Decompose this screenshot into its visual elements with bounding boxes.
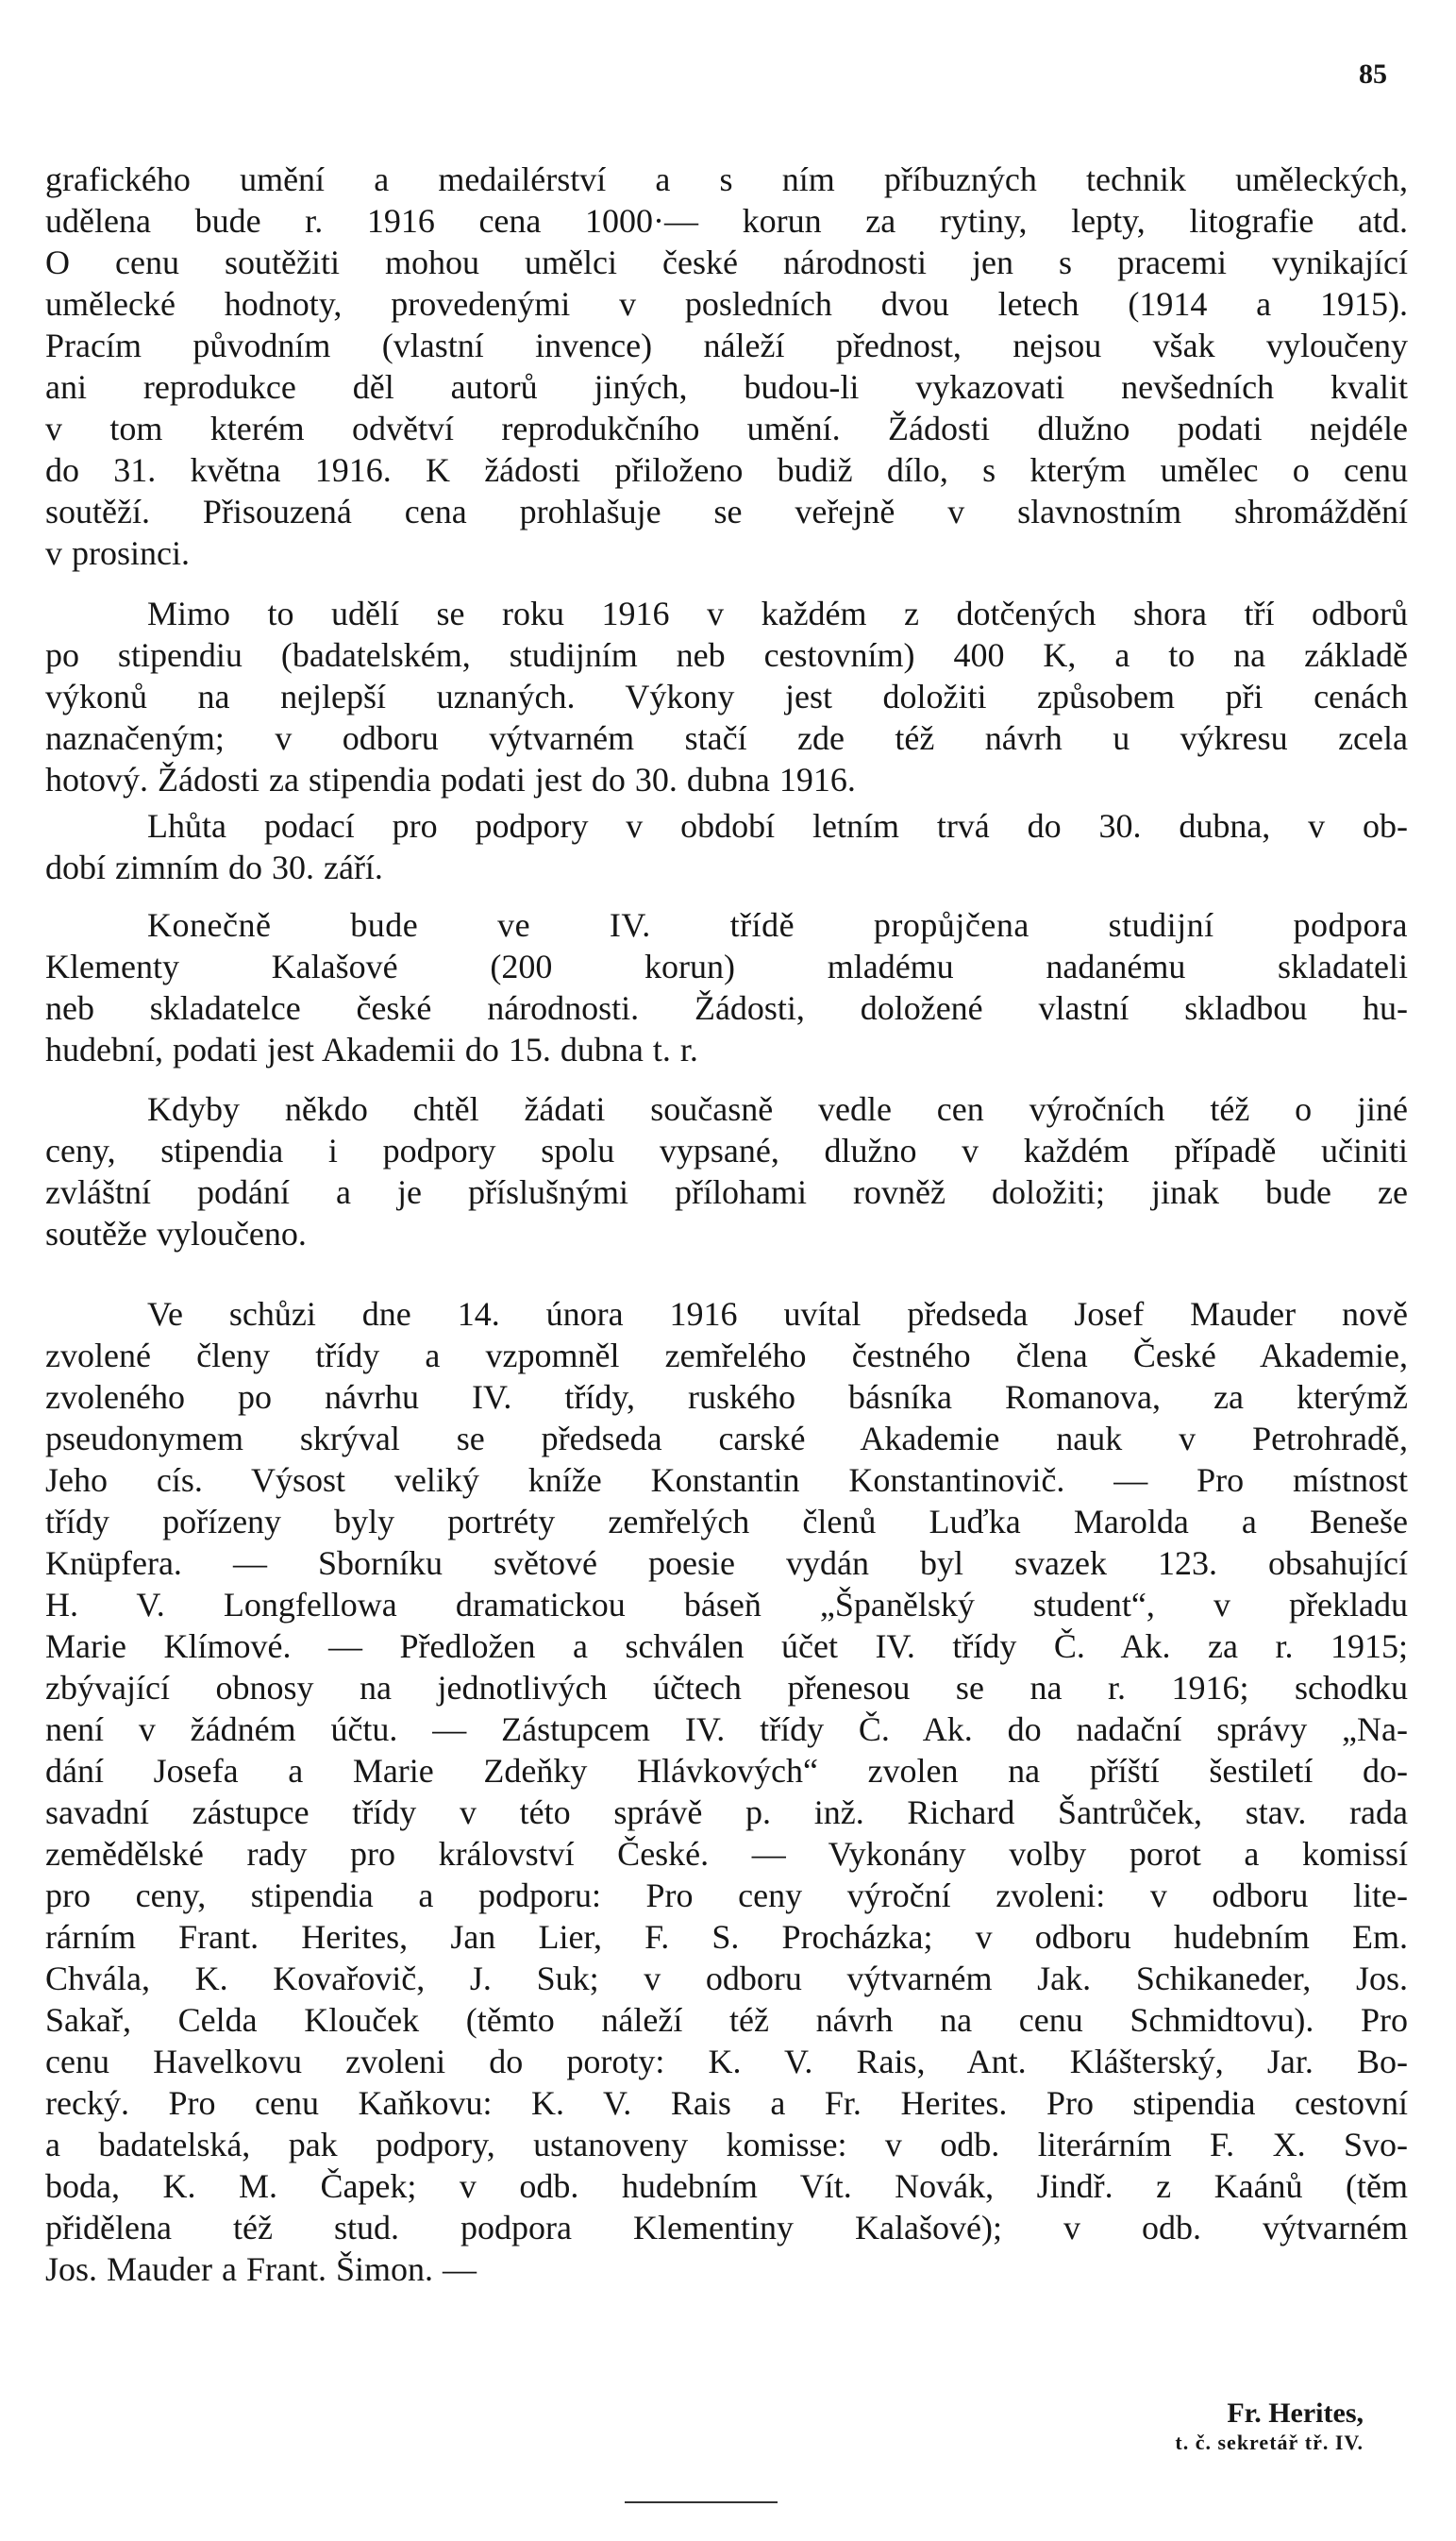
text-line: neb skladatelce české národnosti. Žádosti, doložené vlastní skladbou hu-	[45, 989, 1408, 1027]
text-line: Lhůta podací pro podpory v období letním trvá do 30. dubna, v ob-	[147, 807, 1408, 845]
text-line: Knüpfera. — Sborníku světové poesie vydán byl svazek 123. obsahující	[45, 1544, 1408, 1582]
text-line: zvláštní podání a je příslušnými přílohami rovněž doložiti; jinak bude ze	[45, 1173, 1408, 1211]
page-number: 85	[1359, 59, 1387, 90]
text-line: O cenu soutěžiti mohou umělci české národnosti jen s pracemi vynikající	[45, 244, 1408, 281]
text-line: a badatelská, pak podpory, ustanoveny komisse: v odb. literárním F. X. Svo-	[45, 2126, 1408, 2163]
text-line: umělecké hodnoty, provedenými v posledních dvou letech (1914 a 1915).	[45, 285, 1408, 323]
signature-name: Fr. Herites,	[1227, 2398, 1364, 2429]
text-line: výkonů na nejlepší uznaných. Výkony jest doložiti způsobem při cenách	[45, 678, 1408, 715]
text-line: Konečně bude ve IV. třídě propůjčena studijní podpora	[147, 906, 1408, 944]
paragraph-6	[45, 1293, 1408, 2290]
text-line: pseudonymem skrýval se předseda carské Akademie nauk v Petrohradě,	[45, 1420, 1408, 1457]
text-line: savadní zástupce třídy v této správě p. inž. Richard Šantrůček, stav. rada	[45, 1793, 1408, 1831]
end-rule	[625, 2501, 778, 2503]
text-line: dobí zimním do 30. září.	[45, 849, 383, 886]
text-line: boda, K. M. Čapek; v odb. hudebním Vít. Novák, Jindř. z Kaánů (těm	[45, 2167, 1408, 2205]
text-line: hotový. Žádosti za stipendia podati jest do 30. dubna 1916.	[45, 761, 856, 799]
text-line: dání Josefa a Marie Zdeňky Hlávkových“ zvolen na příští šestiletí do-	[45, 1752, 1408, 1790]
text-line: zvoleného po návrhu IV. třídy, ruského básníka Romanova, za kterýmž	[45, 1378, 1408, 1416]
text-line: rárním Frant. Herites, Jan Lier, F. S. Procházka; v odboru hudebním Em.	[45, 1918, 1408, 1956]
text-line: ceny, stipendia i podpory spolu vypsané, dlužno v každém případě učiniti	[45, 1132, 1408, 1170]
text-line: ani reprodukce děl autorů jiných, budou-li vykazovati nevšedních kvalit	[45, 368, 1408, 406]
text-line: není v žádném účtu. — Zástupcem IV. třídy Č. Ak. do nadační správy „Na-	[45, 1710, 1408, 1748]
text-line: hudební, podati jest Akademii do 15. dubna t. r.	[45, 1031, 698, 1069]
text-line: naznačeným; v odboru výtvarném stačí zde též návrh u výkresu zcela	[45, 719, 1408, 757]
text-line: do 31. května 1916. K žádosti přiloženo budiž dílo, s kterým umělec o cenu	[45, 451, 1408, 489]
text-line: soutěží. Přisouzená cena prohlašuje se veřejně v slavnostním shromáždění	[45, 493, 1408, 530]
text-line: H. V. Longfellowa dramatickou báseň „Španělský student“, v překladu	[45, 1586, 1408, 1624]
text-line: Jeho cís. Výsost veliký kníže Konstantin Konstantinovič. — Pro místnost	[45, 1461, 1408, 1499]
text-line: Sakař, Celda Klouček (těmto náleží též návrh na cenu Schmidtovu). Pro	[45, 2001, 1408, 2039]
signature-block	[1175, 2398, 1364, 2456]
text-line: grafického umění a medailérství a s ním příbuzných technik uměleckých,	[45, 160, 1408, 198]
text-line: Kdyby někdo chtěl žádati současně vedle cen výročních též o jiné	[147, 1090, 1408, 1128]
text-line: Mimo to udělí se roku 1916 v každém z dotčených shora tří odborů	[147, 595, 1408, 632]
text-line: pro ceny, stipendia a podporu: Pro ceny výroční zvoleni: v odboru lite-	[45, 1876, 1408, 1914]
text-line: udělena bude r. 1916 cena 1000·— korun za rytiny, lepty, litografie atd.	[45, 202, 1408, 240]
text-line: soutěže vyloučeno.	[45, 1215, 307, 1253]
text-line: Ve schůzi dne 14. února 1916 uvítal předseda Josef Mauder nově	[147, 1295, 1408, 1333]
paragraph-2	[45, 593, 1408, 800]
text-line: Pracím původním (vlastní invence) náleží přednost, nejsou však vyloučeny	[45, 327, 1408, 364]
text-line: recký. Pro cenu Kaňkovu: K. V. Rais a Fr. Herites. Pro stipendia cestovní	[45, 2084, 1408, 2122]
text-line: v prosinci.	[45, 534, 190, 572]
text-line: Klementy Kalašové (200 korun) mladému nadanému skladateli	[45, 948, 1408, 985]
text-line: zvolené členy třídy a vzpomněl zemřelého čestného člena České Akademie,	[45, 1337, 1408, 1374]
text-line: Chvála, K. Kovařovič, J. Suk; v odboru výtvarném Jak. Schikaneder, Jos.	[45, 1960, 1408, 1997]
paragraph-3	[45, 805, 1408, 888]
paragraph-4	[45, 904, 1408, 1070]
text-line: v tom kterém odvětví reprodukčního umění. Žádosti dlužno podati nejdéle	[45, 410, 1408, 447]
text-line: zemědělské rady pro království České. — Vykonány volby porot a komissí	[45, 1835, 1408, 1873]
paragraph-1	[45, 159, 1408, 574]
text-line: třídy pořízeny byly portréty zemřelých členů Luďka Marolda a Beneše	[45, 1503, 1408, 1540]
text-line: cenu Havelkovu zvoleni do poroty: K. V. Rais, Ant. Klášterský, Jar. Bo-	[45, 2043, 1408, 2080]
text-line: zbývající obnosy na jednotlivých účtech přenesou se na r. 1916; schodku	[45, 1669, 1408, 1707]
signature-title: t. č. sekretář tř. IV.	[1175, 2431, 1364, 2454]
paragraph-5	[45, 1088, 1408, 1254]
text-line: Jos. Mauder a Frant. Šimon. —	[45, 2250, 477, 2288]
text-line: Marie Klímové. — Předložen a schválen účet IV. třídy Č. Ak. za r. 1915;	[45, 1627, 1408, 1665]
text-line: přidělena též stud. podpora Klementiny Kalašové); v odb. výtvarném	[45, 2209, 1408, 2247]
text-line: po stipendiu (badatelském, studijním neb cestovním) 400 K, a to na základě	[45, 636, 1408, 674]
